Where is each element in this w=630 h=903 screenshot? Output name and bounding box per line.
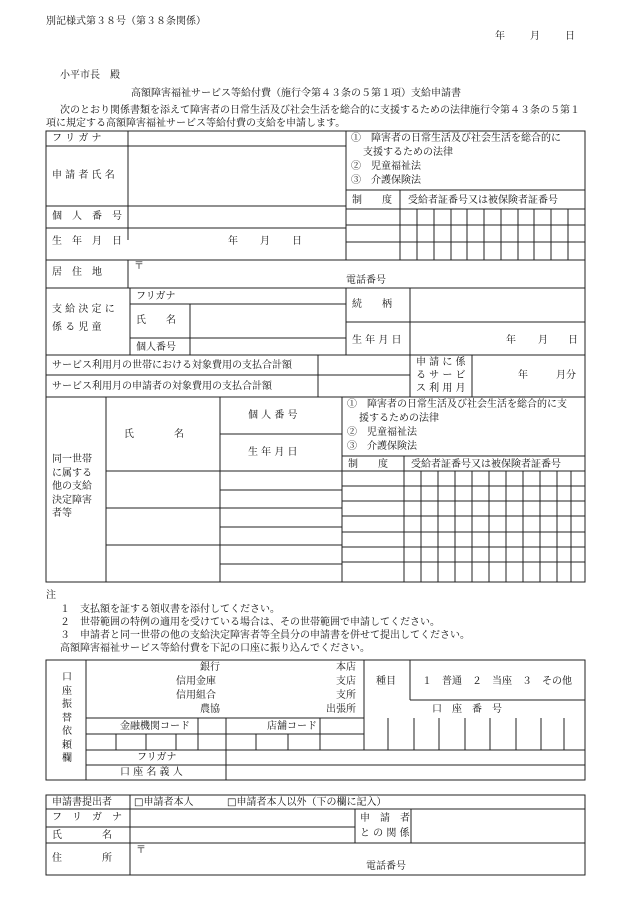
applicant-bd-day: 日	[292, 236, 302, 247]
household-birthdate-header: 生 年 月 日	[248, 447, 298, 458]
bank-label-char: 欄	[62, 753, 72, 764]
system-label: 制 度	[352, 195, 392, 206]
bank-type-shinkin: 信用金庫	[176, 676, 216, 687]
household-law-2: ② 児童福祉法	[347, 427, 417, 438]
household-label-line: 同一世帯	[52, 454, 92, 465]
branch-type-honten: 本店	[336, 662, 356, 673]
household-law-3: ③ 介護保険法	[347, 441, 417, 452]
submitter-phone-label: 電話番号	[366, 861, 406, 872]
total-household-label: サービス利用月の世帯における対象費用の支払合計額	[52, 360, 292, 371]
child-label-b: 係 る 児 童	[52, 322, 102, 333]
account-type-options: １ 普通 ２ 当座 ３ その他	[422, 676, 572, 687]
transfer-request: 高額障害福祉サービス等給付費を下記の口座に振り込んでください。	[60, 643, 370, 654]
form-number: 別記様式第３８号（第３８条関係）	[46, 16, 206, 27]
law-option-1a: ① 障害者の日常生活及び社会生活を総合的に	[351, 133, 561, 144]
household-label-line: 決定障害	[52, 494, 92, 506]
child-mynumber-label: 個人番号	[136, 342, 176, 353]
account-number-label: 口 座 番 号	[432, 704, 502, 715]
intro-text: 次のとおり関係書類を添えて障害者の日常生活及び社会生活を総合的に支援するための法律施行令第４３条の５第１項に規定する高額障害福祉サービス等給付費の支給を申請します。	[46, 105, 580, 129]
household-label-line: 者等	[52, 508, 72, 519]
household-label-line: 他の支給	[52, 481, 92, 492]
bank-label-char: 口	[62, 672, 72, 683]
branch-type-shisho: 支所	[336, 690, 356, 701]
service-month-label-b: る サ ー ビ	[416, 370, 466, 381]
applicant-bd-year: 年	[228, 236, 238, 247]
submitter-address-label: 住 所	[52, 853, 112, 864]
household-members-label	[52, 453, 92, 521]
note-3: ３ 申請者と同一世帯の他の支給決定障害者等全員分の申請書を併せて提出してください。	[60, 630, 470, 641]
date-year-label: 年	[495, 31, 505, 42]
child-relation-label: 続 柄	[352, 299, 392, 310]
bank-label-char: 頼	[62, 739, 72, 751]
bank-type-kumiai: 信用組合	[176, 690, 216, 701]
applicant-bd-month: 月	[260, 236, 270, 247]
account-furigana-label: フリガナ	[137, 752, 177, 763]
applicant-mynumber-label: 個 人 番 号	[52, 211, 122, 222]
submitter-label: 申請書提出者	[52, 797, 112, 808]
date-month-label: 月	[530, 31, 540, 42]
applicant-postal-mark: 〒	[134, 261, 144, 272]
applicant-phone-label: 電話番号	[346, 275, 386, 286]
household-system-label: 制 度	[348, 459, 388, 470]
service-month-label-a: 申 請 に 係	[416, 357, 466, 368]
household-law-1b: 援するための法律	[359, 413, 439, 424]
account-type-label: 種目	[376, 676, 396, 687]
submitter-postal-mark: 〒	[136, 845, 146, 856]
service-month-label-c: ス 利 用 月	[416, 383, 466, 394]
branch-type-shuchojo: 出張所	[326, 704, 356, 715]
child-label-a: 支 給 決 定 に	[52, 304, 115, 315]
branch-type-shiten: 支店	[336, 676, 356, 687]
note-2: ２ 世帯範囲の特例の適用を受けている場合は、その世帯範囲で申請してください。	[60, 617, 440, 628]
household-label-line: に属する	[52, 467, 92, 479]
household-law-1a: ① 障害者の日常生活及び社会生活を総合的に支	[347, 399, 567, 410]
bank-label-char: 振	[62, 699, 72, 710]
bank-label-char: 依	[62, 726, 72, 737]
household-name-header: 氏 名	[124, 429, 184, 440]
bank-section-label	[61, 671, 73, 766]
law-option-2: ② 児童福祉法	[351, 161, 421, 172]
submitter-name-label: 氏 名	[52, 830, 112, 841]
child-birthdate-label: 生 年 月 日	[352, 335, 402, 346]
law-option-3: ③ 介護保険法	[351, 175, 421, 186]
child-name-label: 氏 名	[136, 315, 176, 326]
cert-number-label: 受給者証番号又は被保険者証番号	[408, 195, 558, 206]
child-bd-year: 年	[506, 335, 516, 346]
bank-label-char: 座	[62, 685, 72, 697]
child-furigana-label: フリガナ	[136, 291, 176, 302]
bank-type-nokyo: 農協	[200, 704, 220, 715]
applicant-address-label: 居 住 地	[52, 267, 102, 278]
applicant-name-label: 申 請 者 氏 名	[52, 170, 115, 181]
total-applicant-label: サービス利用月の申請者の対象費用の支払合計額	[52, 381, 272, 392]
submitter-furigana-label: フ リ ガ ナ	[52, 812, 122, 823]
service-month-month: 月分	[556, 370, 576, 381]
date-day-label: 日	[565, 31, 575, 42]
bank-label-char: 替	[62, 712, 72, 724]
account-holder-label: 口 座 名 義 人	[120, 767, 183, 778]
submitter-option-self[interactable]: □申請者本人	[134, 797, 194, 808]
bank-type-bank: 銀行	[200, 662, 220, 673]
branch-code-label: 店舗コード	[267, 721, 317, 732]
submitter-relation-label-a: 申 請 者	[360, 813, 410, 824]
notes-heading: 注	[46, 590, 56, 601]
note-1: １ 支払額を証する領収書を添付してください。	[60, 604, 280, 615]
form-title: 高額障害福祉サービス等給付費（施行令第４３条の５第１項）支給申請書	[131, 88, 461, 99]
household-mynumber-header: 個 人 番 号	[248, 410, 298, 421]
applicant-furigana-label: フ リ ガ ナ	[52, 133, 102, 144]
household-cert-label: 受給者証番号又は被保険者証番号	[411, 459, 561, 470]
submitter-option-other[interactable]: □申請者本人以外（下の欄に記入）	[227, 797, 387, 808]
addressee: 小平市長 殿	[60, 70, 120, 81]
applicant-birthdate-label: 生 年 月 日	[52, 236, 122, 247]
institution-code-label: 金融機関コード	[120, 721, 190, 732]
submitter-relation-label-b: と の 関 係	[360, 828, 410, 839]
law-option-1b: 支援するための法律	[363, 147, 453, 158]
child-bd-month: 月	[538, 335, 548, 346]
child-bd-day: 日	[568, 335, 578, 346]
service-month-year: 年	[518, 370, 528, 381]
